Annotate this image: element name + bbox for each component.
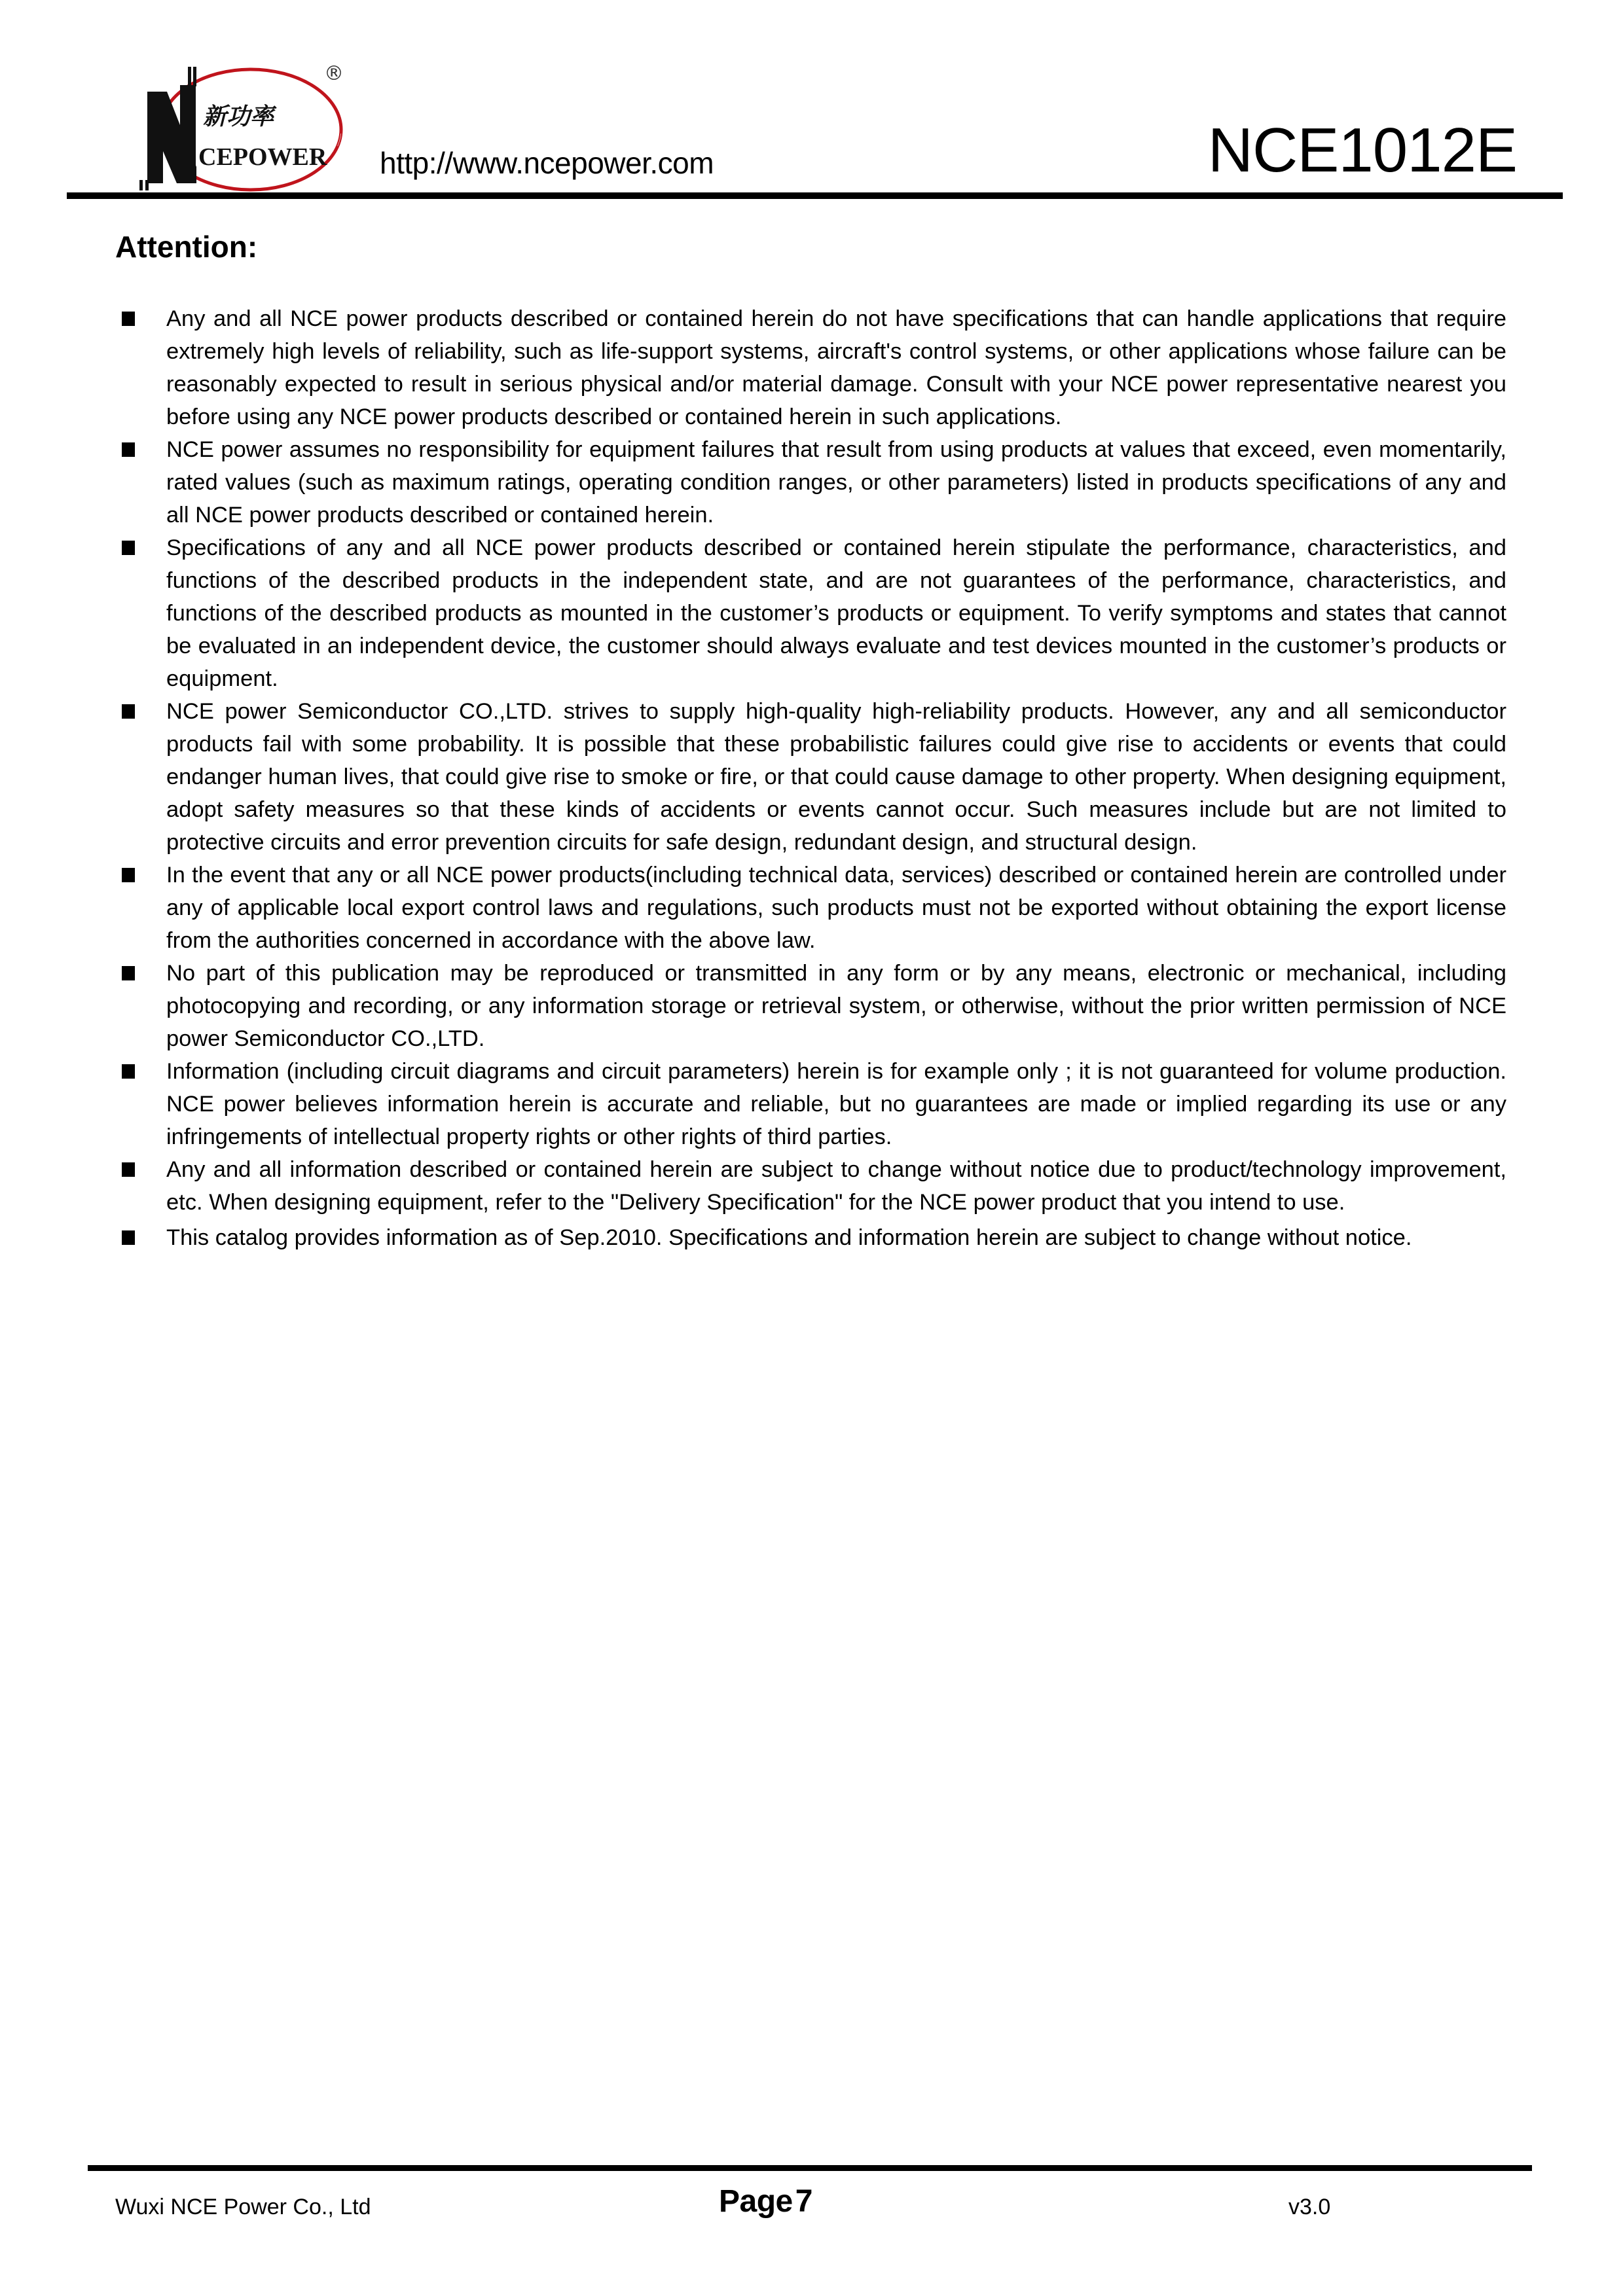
- square-bullet-icon: [122, 966, 135, 980]
- notice-item: [115, 1153, 1506, 1219]
- notice-item: [115, 695, 1506, 859]
- footer-company-name: Wuxi NCE Power Co., Ltd: [115, 2195, 371, 2219]
- notice-item: [115, 302, 1506, 433]
- square-bullet-icon: [122, 442, 135, 457]
- notice-text: Any and all information described or contained herein are subject to change without notice due to product/technology improvement, etc. When designing equipment, refer to the "Delivery Specification" for the NCE power product that you intend to use.: [166, 1157, 1506, 1215]
- notice-item: [115, 433, 1506, 531]
- notice-item: [115, 859, 1506, 957]
- footer-divider: [88, 2165, 1532, 2171]
- notice-text: No part of this publication may be reproduced or transmitted in any form or by any means, electronic or mechanical, including photocopying and recording, or any information storage or retrieval system, or otherwise, without the prior written permission of NCE power Semiconductor CO.,LTD.: [166, 961, 1506, 1051]
- square-bullet-icon: [122, 312, 135, 326]
- square-bullet-icon: [122, 1230, 135, 1245]
- document-version: v3.0: [1288, 2195, 1331, 2219]
- notice-text: NCE power Semiconductor CO.,LTD. strives to supply high-quality high-reliability products. However, any and all semiconductor products fail with some probability. It is possible that these probabilistic failures could give rise to accidents or events that could endanger human lives, that could give rise to smoke or fire, or that could cause damage to other property. When designing equipment, adopt safety measures so that these kinds of accidents or events cannot occur. Such measures include but are not limited to protective circuits and error prevention circuits for safe design, redundant design, and structural design.: [166, 699, 1506, 855]
- square-bullet-icon: [122, 1162, 135, 1177]
- ncepower-logo-icon: [134, 52, 350, 196]
- part-number: NCE1012E: [1207, 115, 1517, 185]
- page-number: 7: [795, 2184, 812, 2219]
- page-label: Page: [719, 2184, 793, 2219]
- square-bullet-icon: [122, 868, 135, 882]
- notice-list: [115, 302, 1506, 1254]
- header-divider: [67, 192, 1563, 199]
- square-bullet-icon: [122, 704, 135, 719]
- svg-text:®: ®: [324, 62, 344, 85]
- page-title: Attention:: [115, 230, 258, 264]
- square-bullet-icon: [122, 1064, 135, 1079]
- company-logo: [134, 52, 350, 196]
- notice-item: [115, 957, 1506, 1055]
- svg-text:CEPOWER: CEPOWER: [198, 143, 327, 171]
- page-indicator: [719, 2183, 812, 2219]
- notice-text: NCE power assumes no responsibility for equipment failures that result from using products at values that exceed, even momentarily, rated values (such as maximum ratings, operating condition ranges, or other parameters) listed in products specifications of any and all NCE power products described or contained herein.: [166, 437, 1506, 528]
- notice-text: In the event that any or all NCE power products(including technical data, services) described or contained herein are controlled under any of applicable local export control laws and regulations, such products must not be exported without obtaining the export license from the authorities concerned in accordance with the above law.: [166, 863, 1506, 953]
- website-link[interactable]: http://www.ncepower.com: [380, 146, 714, 180]
- notice-text: Specifications of any and all NCE power products described or contained herein stipulate the performance, characteristics, and functions of the described products in the independent state, and are not guarantees of the performance, characteristics, and functions of the described products as mounted in the customer’s products or equipment. To verify symptoms and states that cannot be evaluated in an independent device, the customer should always evaluate and test devices mounted in the customer’s products or equipment.: [166, 535, 1506, 691]
- notice-item: [115, 1221, 1506, 1254]
- notice-text: Information (including circuit diagrams and circuit parameters) herein is for example only ; it is not guaranteed for volume production. NCE power believes information herein is accurate and reliable, but no guarantees are made or implied regarding its use or any infringements of intellectual property rights or other rights of third parties.: [166, 1059, 1506, 1149]
- notice-item: [115, 531, 1506, 695]
- svg-text:新功率: 新功率: [203, 103, 274, 130]
- notice-text: This catalog provides information as of Sep.2010. Specifications and information herein are subject to change without notice.: [166, 1225, 1412, 1250]
- square-bullet-icon: [122, 541, 135, 555]
- notice-text: Any and all NCE power products described or contained herein do not have specifications that can handle applications that require extremely high levels of reliability, such as life-support systems, aircraft's control systems, or other applications whose failure can be reasonably expected to result in serious physical and/or material damage. Consult with your NCE power representative nearest you before using any NCE power products described or contained herein in such applications.: [166, 306, 1506, 429]
- notice-item: [115, 1055, 1506, 1153]
